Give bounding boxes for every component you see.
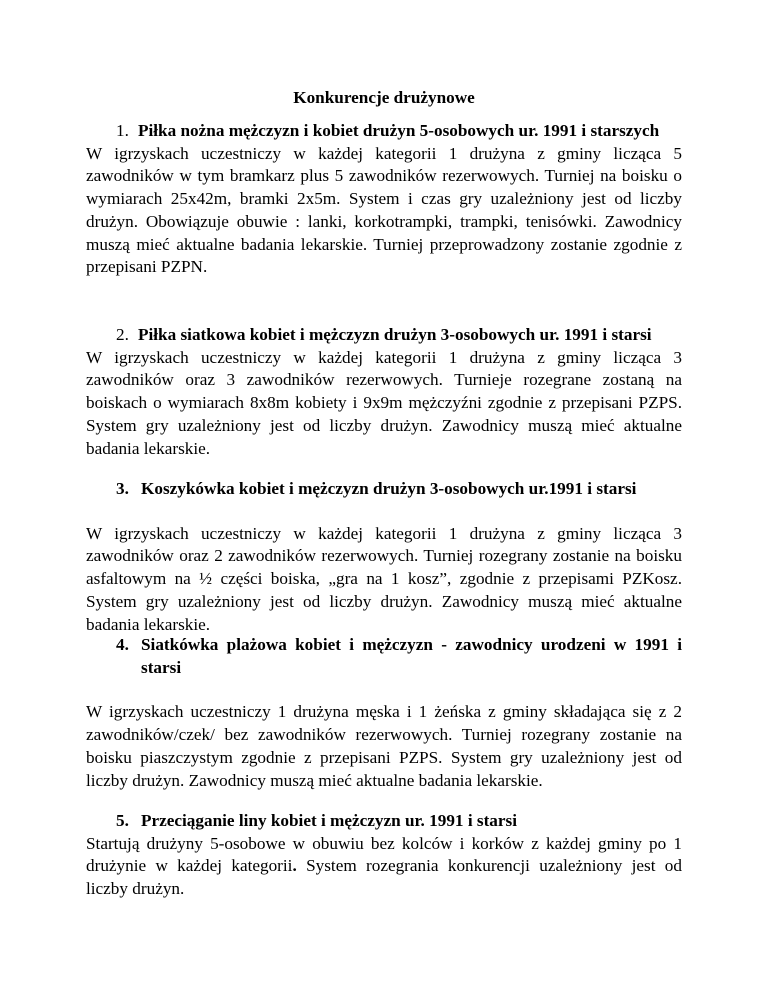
section-4-heading [86, 634, 682, 679]
section-5-heading [86, 810, 682, 833]
page-title: Konkurencje drużynowe [293, 88, 475, 107]
section-4-heading-text: Siatkówka plażowa kobiet i mężczyzn - zawodnicy urodzeni w 1991 i starsi [141, 635, 682, 677]
section-1-number: 1. [116, 121, 129, 140]
section-4-spacer [86, 679, 682, 701]
section-2-heading-text: Piłka siatkowa kobiet i mężczyzn drużyn 3-osobowych ur. 1991 i starsi [138, 325, 652, 344]
section-3-number: 3. [116, 479, 129, 498]
section-4 [86, 634, 682, 792]
section-2-body: W igrzyskach uczestniczy w każdej kategorii 1 drużyna z gminy licząca 3 zawodników oraz 3 zawodników rezerwowych. Turnieje rozegrane zostaną na boiskach o wymiarach 8x8m kobiety i 9x9m mężczyźni zgodnie z przepisani PZPS. System gry uzależniony jest od liczby drużyn. Zawodnicy muszą mieć aktualne badania lekarskie. [86, 347, 682, 458]
section-5-number: 5. [116, 811, 129, 830]
section-3-body: W igrzyskach uczestniczy w każdej kategorii 1 drużyna z gminy licząca 3 zawodników oraz 2 zawodników rezerwowych. Turniej rozegrany zostanie na boisku asfaltowym na ½ części boiska, „gra na 1 kosz”, zgodnie z przepisami PZKosz. System gry uzależniony jest od liczby drużyn. Zawodnicy muszą mieć aktualne badania lekarskie. [86, 523, 682, 634]
section-1 [86, 120, 682, 279]
section-5 [86, 810, 682, 901]
section-5-body [86, 833, 682, 901]
section-4-number: 4. [116, 635, 129, 654]
section-5-body-end: System rozegrania konkurencji uzależniony jest od liczby drużyn. [86, 856, 682, 899]
section-5-heading-text: Przeciąganie liny kobiet i mężczyzn ur. 1991 i starsi [141, 811, 517, 830]
section-2-heading [86, 324, 682, 347]
section-4-body: W igrzyskach uczestniczy 1 drużyna męska i 1 żeńska z gminy składająca się z 2 zawodników/czek/ bez zawodników rezerwowych. Turniej rozegrany zostanie na boisku piaszczystym zgodnie z przepisani PZPS. System gry uzależniony jest od liczby drużyn. Zawodnicy muszą mieć aktualne badania lekarskie. [86, 702, 682, 790]
section-1-body: W igrzyskach uczestniczy w każdej kategorii 1 drużyna z gminy licząca 5 zawodników w tym bramkarz plus 5 zawodników rezerwowych. Turniej na boisku o wymiarach 25x42m, bramki 2x5m. System i czas gry uzależniony jest od liczby drużyn. Obowiązuje obuwie : lanki, korkotrampki, trampki, tenisówki. Zawodnicy muszą mieć aktualne badania lekarskie. Turniej przeprowadzony zostanie zgodnie z przepisani PZPN. [86, 143, 682, 277]
section-1-heading-text: Piłka nożna mężczyzn i kobiet drużyn 5-osobowych ur. 1991 i starszych [138, 121, 660, 140]
section-5-body-bold-dot: . [292, 856, 297, 876]
section-5-body-start: Startują drużyny 5-osobowe w obuwiu bez kolców i korków z każdej gminy po 1 drużynie w każdej kategorii [86, 833, 682, 876]
section-3-spacer [86, 501, 682, 523]
section-2-number: 2. [116, 325, 129, 344]
section-3 [86, 478, 682, 636]
section-2 [86, 324, 682, 460]
section-3-heading [86, 478, 682, 501]
section-1-heading [86, 120, 682, 143]
section-3-heading-text: Koszykówka kobiet i mężczyzn drużyn 3-osobowych ur.1991 i starsi [141, 479, 637, 498]
